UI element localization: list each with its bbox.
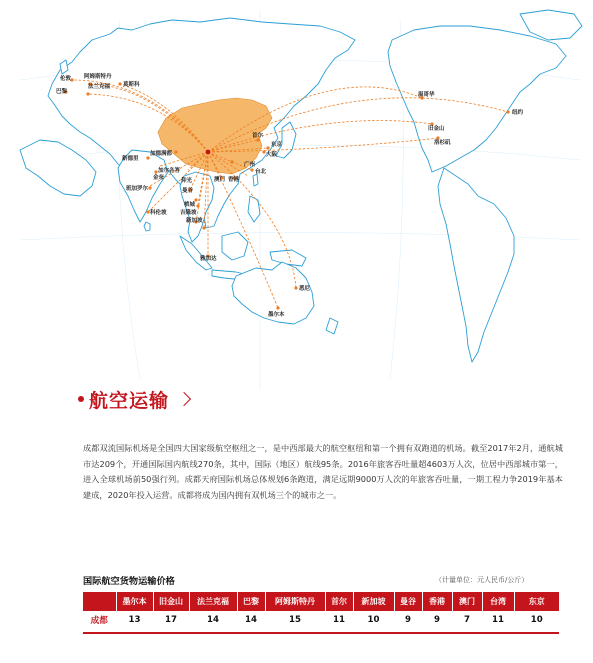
land bbox=[20, 10, 582, 362]
city-label-losangeles: 洛杉矶 bbox=[434, 140, 451, 146]
table-unit: （计量单位：元人民币/公斤） bbox=[435, 576, 529, 584]
table-header-cell: 新加坡 bbox=[353, 592, 394, 611]
table-title: 国际航空货物运输价格 bbox=[83, 576, 175, 587]
africa-landmass bbox=[20, 140, 96, 196]
northamerica-landmass bbox=[388, 26, 566, 172]
table-header-cell: 首尔 bbox=[325, 592, 353, 611]
table-cell: 10 bbox=[353, 611, 394, 628]
table-header-cell: 墨尔本 bbox=[116, 592, 153, 611]
city-label-frankfurt: 法兰克福 bbox=[88, 84, 111, 90]
table-header-cell: 台湾 bbox=[482, 592, 514, 611]
city-label-seoul: 首尔 bbox=[252, 133, 264, 139]
table-cell: 9 bbox=[394, 611, 422, 628]
freight-price-table bbox=[83, 592, 559, 628]
table-cell: 7 bbox=[452, 611, 482, 628]
city-label-penang: 槟城 bbox=[184, 202, 196, 208]
table-header-cell: 澳门 bbox=[452, 592, 482, 611]
city-label-hongkong: 香港 bbox=[228, 177, 240, 183]
city-label-taipei: 台北 bbox=[255, 169, 267, 175]
table-cell: 11 bbox=[325, 611, 353, 628]
city-label-yangon: 仰光 bbox=[181, 178, 193, 184]
table-cell: 13 bbox=[116, 611, 153, 628]
table-header-cell: 巴黎 bbox=[237, 592, 265, 611]
city-label-vancouver: 温哥华 bbox=[418, 92, 435, 98]
heading-bullet bbox=[78, 396, 84, 402]
section-heading bbox=[78, 384, 189, 414]
table-bottom-rule bbox=[83, 632, 559, 634]
table-row bbox=[83, 611, 559, 628]
table-header-cell: 东京 bbox=[514, 592, 559, 611]
city-label-sydney: 悉尼 bbox=[299, 286, 311, 292]
city-label-kualalumpur: 吉隆坡 bbox=[180, 210, 197, 216]
srilanka-landmass bbox=[144, 222, 150, 231]
table-cell: 9 bbox=[422, 611, 452, 628]
philippines-landmass bbox=[248, 196, 260, 222]
newzealand-landmass bbox=[326, 318, 338, 334]
city-label-paris: 巴黎 bbox=[56, 89, 68, 95]
table-header-cell: 曼谷 bbox=[394, 592, 422, 611]
sumatra-landmass bbox=[180, 236, 212, 270]
city-label-chennai: 金奈 bbox=[153, 175, 165, 181]
city-label-osaka: 大阪 bbox=[266, 152, 278, 158]
table-header-row bbox=[83, 592, 559, 611]
city-label-kathmandu: 加德满都 bbox=[150, 151, 173, 157]
city-label-singapore: 新加坡 bbox=[186, 218, 203, 224]
city-label-colombo: 科伦坡 bbox=[150, 210, 167, 216]
borneo-landmass bbox=[222, 232, 248, 260]
city-label-delhi: 新德里 bbox=[122, 156, 139, 162]
table-cell: 14 bbox=[189, 611, 237, 628]
taiwan-landmass bbox=[253, 174, 258, 186]
city-label-guangzhou: 广州 bbox=[244, 162, 256, 168]
table-cell: 14 bbox=[237, 611, 265, 628]
table-cell: 11 bbox=[482, 611, 514, 628]
table-header-cell: 香港 bbox=[422, 592, 452, 611]
city-label-london: 伦敦 bbox=[60, 76, 72, 82]
table-cell: 10 bbox=[514, 611, 559, 628]
table-header-cell: 旧金山 bbox=[153, 592, 189, 611]
city-label-newyork: 纽约 bbox=[512, 110, 524, 116]
city-label-moscow: 莫斯科 bbox=[123, 82, 140, 88]
table-cell: 成都 bbox=[90, 615, 108, 626]
city-label-macau: 澳门 bbox=[214, 177, 226, 183]
table-cell: 17 bbox=[153, 611, 189, 628]
city-label-kolkata: 加尔各答 bbox=[158, 168, 181, 174]
japan-landmass bbox=[276, 122, 296, 158]
table-cell: 15 bbox=[265, 611, 325, 628]
table-header-cell: 阿姆斯特丹 bbox=[265, 592, 325, 611]
intro-paragraph: 成都双流国际机场是全国四大国家级航空枢纽之一，是中西部最大的航空枢纽和第一个拥有双跑道的机场。截至2017年2月，通航城市达209个，开通国际国内航线270条，其中，国际（地区）航线95条。2016年旅客吞吐量超4603万人次，位居中西部城市第一，进入全球机场前50强行列。成都天府国际机场总体规划6条跑道，满足远期9000万人次的年旅客吞吐量，一期工程力争2019年基本建成，2020年投入运营。成都将成为国内拥有双机场三个的城市之一。 bbox=[83, 443, 563, 500]
city-label-bangkok: 曼谷 bbox=[182, 188, 194, 194]
city-label-tokyo: 东京 bbox=[271, 142, 283, 148]
table-header-cell bbox=[83, 592, 116, 611]
city-label-sanfrancisco: 旧金山 bbox=[428, 126, 445, 132]
southamerica-landmass bbox=[438, 168, 514, 362]
city-label-jakarta: 雅加达 bbox=[200, 256, 217, 262]
city-label-bangalore: 班加罗尔 bbox=[126, 186, 149, 192]
chevron-right-icon bbox=[177, 392, 191, 406]
city-label-melbourne: 墨尔本 bbox=[268, 312, 285, 318]
section-title: 航空运输 bbox=[89, 389, 170, 412]
table-header-cell: 法兰克福 bbox=[189, 592, 237, 611]
city-label-amsterdam: 阿姆斯特丹 bbox=[84, 74, 112, 80]
